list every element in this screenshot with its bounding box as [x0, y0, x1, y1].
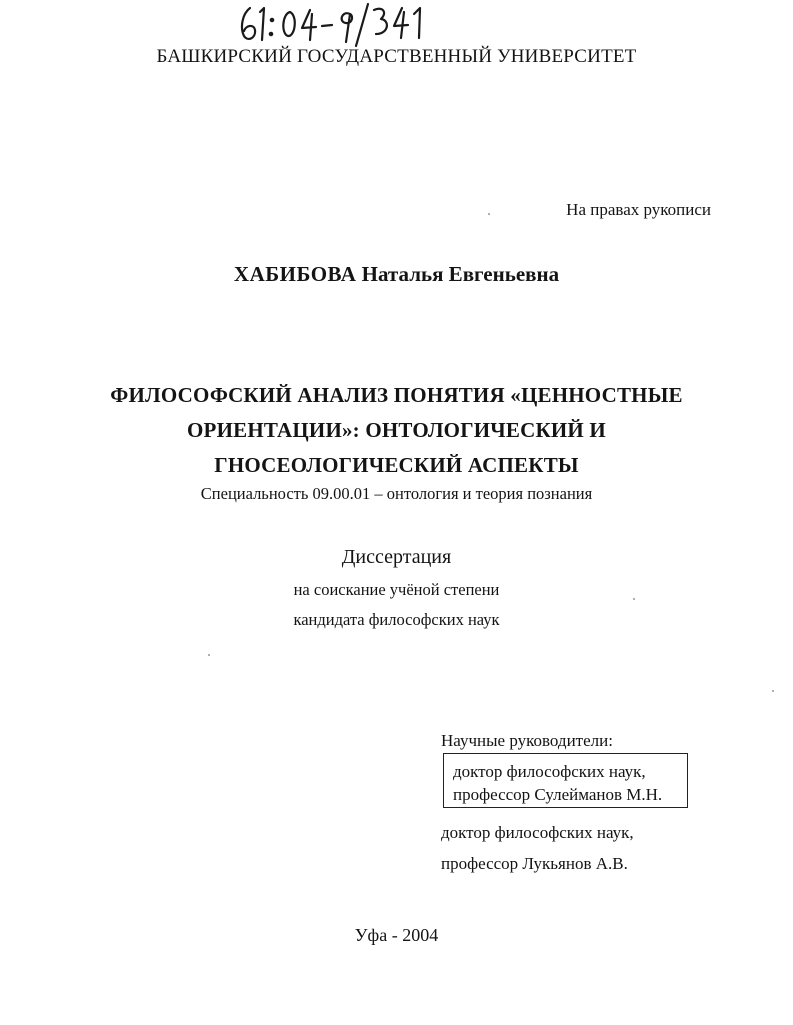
author-surname: ХАБИБОВА: [233, 262, 357, 286]
author-name: [0, 262, 793, 287]
advisors-label: Научные руководители:: [441, 731, 613, 750]
rights-note: На правах рукописи: [566, 200, 711, 219]
advisor-2-name: профессор Лукьянов А.В.: [441, 854, 628, 873]
title-line: ГНОСЕОЛОГИЧЕСКИЙ АСПЕКТЫ: [214, 453, 579, 477]
degree-line-2: кандидата философских наук: [293, 610, 500, 629]
author-given-names: Наталья Евгеньевна: [361, 262, 560, 286]
university-name: БАШКИРСКИЙ ГОСУДАРСТВЕННЫЙ УНИВЕРСИТЕТ: [156, 46, 637, 67]
title-line: ФИЛОСОФСКИЙ АНАЛИЗ ПОНЯТИЯ «ЦЕННОСТНЫЕ: [110, 383, 683, 407]
scan-speck: [208, 654, 210, 656]
advisor-2-degree: доктор философских наук,: [441, 823, 634, 842]
dissertation-title: [0, 378, 793, 483]
handwritten-archive-number: [236, 0, 456, 48]
city-year: Уфа - 2004: [354, 925, 439, 945]
document-type: Диссертация: [341, 546, 452, 568]
specialty-line: Специальность 09.00.01 – онтология и теория познания: [200, 484, 593, 503]
handwriting-mark: [236, 0, 456, 48]
degree-line-1: на соискание учёной степени: [293, 580, 500, 599]
scan-speck: [633, 598, 635, 600]
scan-speck: [772, 690, 774, 692]
scan-speck: [488, 213, 490, 215]
advisor-1-degree: доктор философских наук,: [453, 762, 646, 781]
advisor-1-box: [443, 753, 688, 808]
title-line: ОРИЕНТАЦИИ»: ОНТОЛОГИЧЕСКИЙ И: [187, 418, 606, 442]
advisor-1-name: профессор Сулейманов М.Н.: [453, 785, 663, 804]
